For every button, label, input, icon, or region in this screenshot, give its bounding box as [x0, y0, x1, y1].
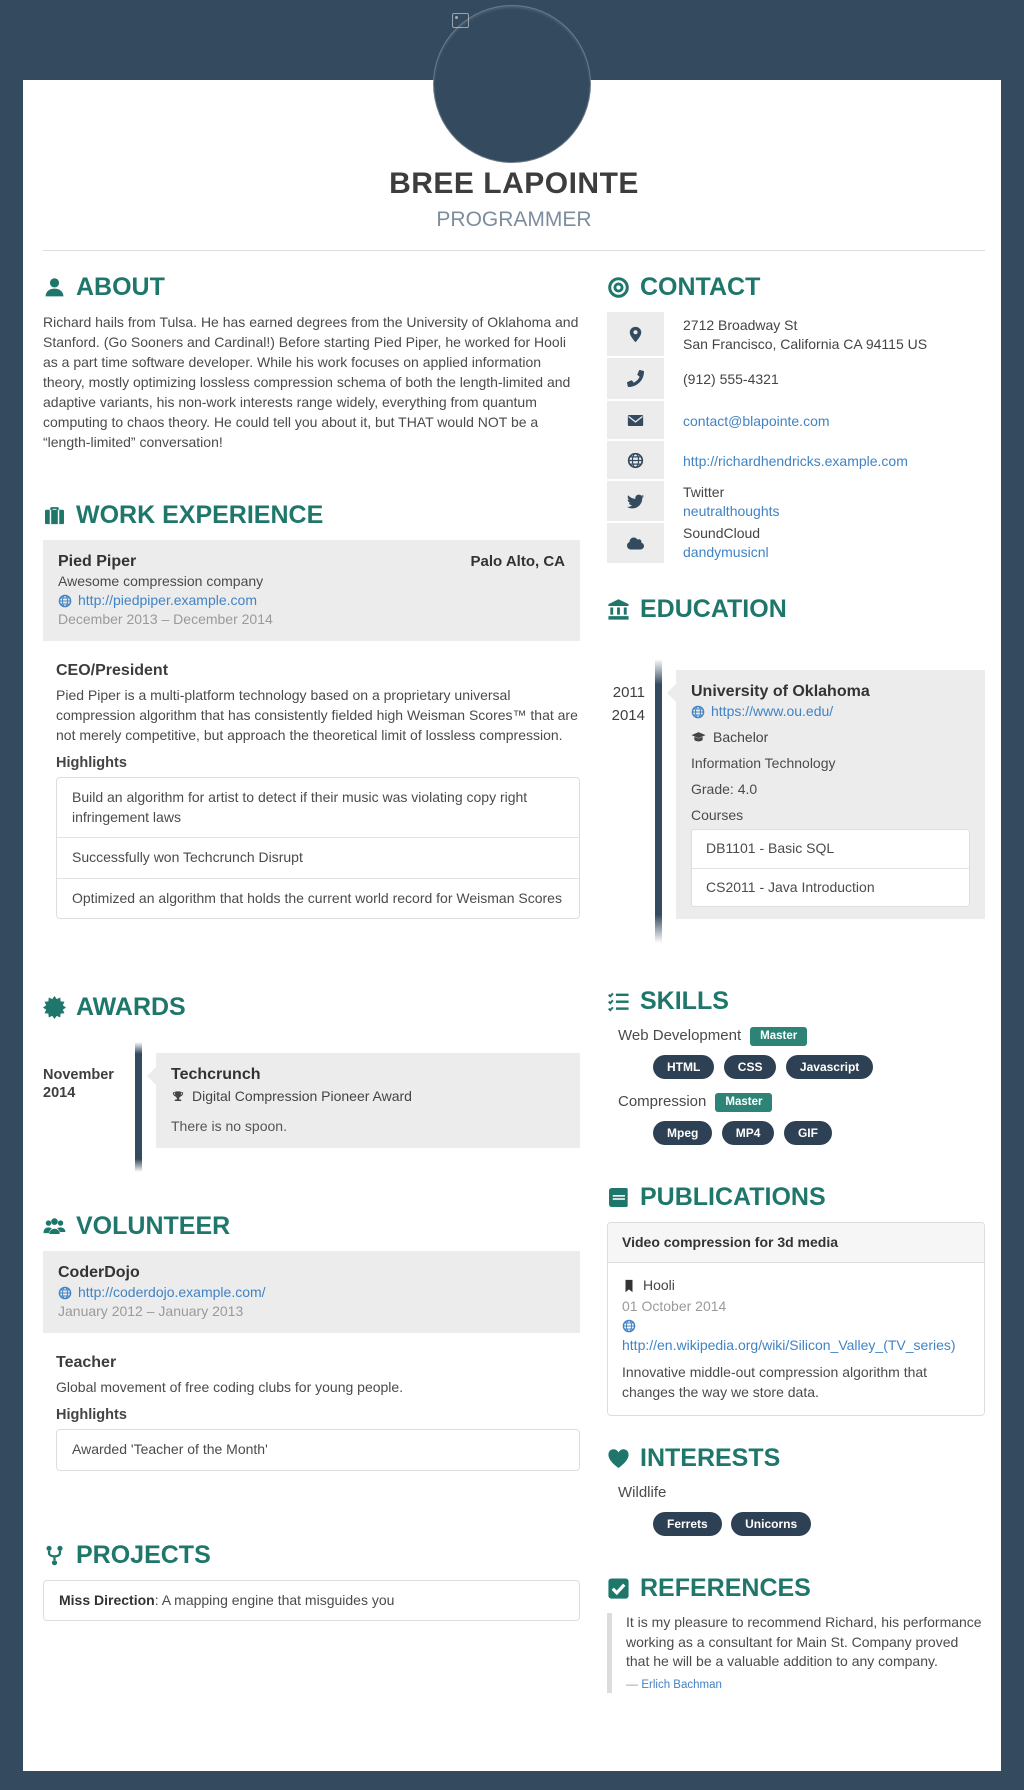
bookmark-icon [622, 1279, 636, 1293]
award-date [43, 1053, 135, 1148]
education-degree: Bachelor [713, 729, 769, 745]
award-name-line [171, 1087, 565, 1106]
education-grade: Grade: 4.0 [691, 781, 758, 797]
education-heading-label: EDUCATION [640, 595, 787, 623]
about-text: Richard hails from Tulsa. He has earned degrees from the University of Oklahoma and Stanford. (Go Sooners and Cardinal!) Before starting Pied Piper, he worked for Hooli as a part time software developer. While his work focuses on applied information theory, mostly optimizing lossless compression schema of both the length-limited and adaptive variants, his non-work interests range widely, everything from quantum computing to chaos theory. He could tell you about it, but THAT would NOT be a “length-limited” conversation! [43, 314, 579, 450]
interests-heading-label: INTERESTS [640, 1444, 781, 1472]
interests-heading [607, 1444, 985, 1473]
globe-icon [58, 594, 72, 608]
twitter-handle-link[interactable]: neutralthoughts [683, 503, 780, 519]
skills-heading-label: SKILLS [640, 987, 729, 1015]
trophy-icon [171, 1090, 185, 1104]
timeline-bar [655, 659, 662, 943]
list-item: Awarded 'Teacher of the Month' [72, 1441, 268, 1457]
skill-group [607, 1092, 985, 1145]
publication-title: Video compression for 3d media [608, 1223, 984, 1263]
list-item: DB1101 - Basic SQL [706, 840, 835, 856]
education-degree-line [691, 728, 970, 747]
contact-icon-cell [607, 401, 664, 441]
projects-heading [43, 1541, 580, 1570]
project-item [44, 1581, 579, 1621]
attribution-dash: — [626, 1676, 638, 1691]
interest-keyword-pill: Ferrets [653, 1512, 722, 1536]
left-column [43, 273, 580, 1693]
skill-name: Web Development [618, 1027, 742, 1044]
award-date-month: November [43, 1067, 114, 1083]
award-card [156, 1053, 580, 1148]
contact-row-website [607, 441, 985, 481]
contact-row-address [607, 312, 985, 358]
contact-row-phone [607, 358, 985, 401]
reference-attribution [626, 1677, 985, 1693]
phone-icon [627, 370, 644, 387]
skill-keyword-pill: CSS [724, 1055, 777, 1079]
work-highlights-list [56, 777, 580, 919]
contact-row-twitter [607, 481, 985, 523]
work-company-summary: Awesome compression company [58, 573, 264, 589]
work-website-link[interactable]: http://piedpiper.example.com [78, 592, 257, 608]
work-highlights-label: Highlights [56, 755, 127, 771]
work-description: Pied Piper is a multi-platform technology based on a proprietary universal compression algorithm that has consistently fielded high Weisman Scores™ that are not merely competitive, but approach the theoretical limit of lossless compression. [56, 687, 578, 743]
skill-level-badge: Master [750, 1027, 807, 1046]
award-title: Techcrunch [171, 1066, 261, 1083]
work-position-title: CEO/President [56, 662, 169, 679]
task-list-icon [607, 990, 630, 1013]
section-volunteer [43, 1212, 580, 1471]
education-field: Information Technology [691, 755, 836, 771]
contact-heading [607, 273, 985, 302]
broken-image-icon [452, 13, 469, 28]
projects-list [43, 1580, 580, 1622]
timeline-bar [135, 1042, 142, 1172]
work-location: Palo Alto, CA [470, 553, 565, 570]
interest-name-row [618, 1483, 985, 1503]
section-projects [43, 1541, 580, 1622]
publications-heading [607, 1183, 985, 1212]
about-heading [43, 273, 580, 302]
reference-text: It is my pleasure to recommend Richard, his performance working as a consultant for Main St. Company proved that he will be a valuable addition to any company. [626, 1614, 982, 1669]
volunteer-org-card [43, 1251, 580, 1333]
education-website-line [691, 702, 970, 721]
website-link[interactable]: http://richardhendricks.example.com [683, 452, 908, 469]
contact-icon-cell [607, 441, 664, 481]
skill-name: Compression [618, 1093, 707, 1110]
interest-keywords [653, 1512, 985, 1536]
skill-keyword-pill: Javascript [786, 1055, 873, 1079]
work-position-block [56, 661, 580, 919]
education-start-year: 2011 [612, 684, 645, 701]
header-divider [43, 250, 985, 251]
page-subtitle: PROGRAMMER [436, 208, 592, 231]
code-fork-icon [43, 1544, 66, 1567]
volunteer-dates: January 2012 – January 2013 [58, 1303, 244, 1319]
work-heading [43, 501, 580, 530]
skill-keyword-pill: GIF [784, 1121, 832, 1145]
publication-summary: Innovative middle-out compression algorithm that changes the way we store data. [622, 1364, 928, 1400]
volunteer-summary: Global movement of free coding clubs for young people. [56, 1379, 404, 1395]
skill-group [607, 1026, 985, 1079]
education-timeline [607, 670, 985, 919]
publication-link-line [622, 1317, 970, 1355]
section-references [607, 1574, 985, 1693]
publication-body [608, 1263, 984, 1415]
section-education [607, 595, 985, 919]
list-item: Successfully won Techcrunch Disrupt [57, 837, 579, 878]
avatar [433, 5, 591, 163]
skill-keyword-pill: HTML [653, 1055, 714, 1079]
reference-author-link[interactable]: Erlich Bachman [641, 1678, 722, 1691]
graduation-cap-icon [691, 730, 706, 745]
awards-heading [43, 993, 580, 1022]
work-heading-label: WORK EXPERIENCE [76, 501, 324, 529]
volunteer-highlights-list [56, 1429, 580, 1471]
section-awards [43, 993, 580, 1148]
interest-keyword-pill: Unicorns [731, 1512, 811, 1536]
section-skills [607, 987, 985, 1145]
contact-icon-cell [607, 481, 664, 523]
list-item: Optimized an algorithm that holds the current world record for Weisman Scores [57, 878, 579, 919]
work-employer-card [43, 540, 580, 641]
soundcloud-handle-link[interactable]: dandymusicnl [683, 544, 769, 560]
education-website-link[interactable]: https://www.ou.edu/ [711, 703, 834, 719]
publication-card [607, 1222, 985, 1416]
education-courses-label: Courses [691, 807, 744, 823]
project-name: Miss Direction [59, 1591, 155, 1608]
work-employer-row [58, 552, 565, 572]
globe-icon [58, 1286, 72, 1300]
interest-name: Wildlife [618, 1484, 667, 1501]
book-icon [607, 1186, 630, 1209]
address-line-1: 2712 Broadway St [683, 317, 798, 333]
publications-heading-label: PUBLICATIONS [640, 1183, 826, 1211]
user-icon [43, 276, 66, 299]
section-about [43, 273, 580, 452]
contact-row-soundcloud [607, 523, 985, 563]
briefcase-icon [43, 504, 66, 527]
address-line-2: San Francisco, California CA 94115 US [683, 336, 928, 352]
education-school: University of Oklahoma [691, 683, 870, 700]
work-dates: December 2013 – December 2014 [58, 611, 273, 627]
skill-keyword-pill: Mpeg [653, 1121, 712, 1145]
volunteer-position-block [56, 1353, 580, 1471]
publication-publisher-line [622, 1276, 970, 1295]
award-name: Digital Compression Pioneer Award [192, 1088, 412, 1104]
education-dates [607, 670, 655, 919]
skill-keywords [653, 1055, 985, 1079]
volunteer-highlights-label: Highlights [56, 1407, 127, 1423]
volunteer-website-link[interactable]: http://coderdojo.example.com/ [78, 1284, 266, 1300]
right-column [607, 273, 985, 1693]
twitter-label: Twitter [683, 484, 725, 500]
education-card [676, 670, 985, 919]
education-courses-list [691, 829, 970, 907]
about-heading-label: ABOUT [76, 273, 165, 301]
check-square-icon [607, 1577, 630, 1600]
skill-name-row [618, 1026, 985, 1046]
globe-icon [622, 1319, 636, 1333]
contact-icon-cell [607, 523, 664, 563]
reference-quote [607, 1613, 985, 1693]
broken-image-dot [455, 16, 458, 19]
references-heading-label: REFERENCES [640, 1574, 811, 1602]
page-title: BREE LAPOINTE [389, 167, 639, 200]
skill-name-row [618, 1092, 985, 1112]
education-heading [607, 595, 985, 624]
contact-address [664, 312, 985, 358]
twitter-bird-icon [627, 493, 644, 510]
publication-publisher: Hooli [643, 1277, 675, 1293]
skill-level-badge: Master [715, 1093, 772, 1112]
section-publications [607, 1183, 985, 1416]
volunteer-organization: CoderDojo [58, 1264, 140, 1281]
list-item: CS2011 - Java Introduction [692, 868, 969, 907]
contact-list [607, 312, 985, 563]
contact-heading-label: CONTACT [640, 273, 761, 301]
awards-heading-label: AWARDS [76, 993, 186, 1021]
globe-icon [691, 705, 705, 719]
publication-date: 01 October 2014 [622, 1298, 727, 1314]
education-end-year: 2014 [611, 707, 645, 724]
map-marker-icon [627, 326, 644, 343]
contact-icon-cell [607, 312, 664, 358]
rosette-icon [43, 996, 66, 1019]
volunteer-website-line [58, 1283, 565, 1302]
references-heading [607, 1574, 985, 1603]
bullseye-icon [607, 276, 630, 299]
section-contact [607, 273, 985, 563]
volunteer-heading-label: VOLUNTEER [76, 1212, 231, 1240]
heart-icon [607, 1447, 630, 1470]
award-summary: There is no spoon. [171, 1118, 287, 1134]
skills-heading [607, 987, 985, 1016]
project-description: : A mapping engine that misguides you [154, 1591, 395, 1608]
phone-number: (912) 555-4321 [683, 371, 779, 387]
cloud-icon [627, 535, 644, 552]
awards-timeline [43, 1053, 580, 1148]
award-date-year: 2014 [43, 1085, 76, 1101]
volunteer-position-title: Teacher [56, 1354, 117, 1371]
list-item: Build an algorithm for artist to detect if their music was violating copy right infringement laws [72, 789, 528, 825]
section-interests [607, 1444, 985, 1536]
section-work-experience [43, 501, 580, 919]
email-link[interactable]: contact@blapointe.com [683, 412, 830, 429]
work-website-line [58, 591, 565, 610]
skill-keywords [653, 1121, 985, 1145]
publication-url-link[interactable]: http://en.wikipedia.org/wiki/Silicon_Valley_(TV_series) [622, 1337, 956, 1353]
contact-row-email [607, 401, 985, 441]
skill-keyword-pill: MP4 [722, 1121, 775, 1145]
work-company: Pied Piper [58, 553, 137, 570]
volunteer-heading [43, 1212, 580, 1241]
contact-icon-cell [607, 358, 664, 401]
projects-heading-label: PROJECTS [76, 1540, 211, 1569]
soundcloud-label: SoundCloud [683, 525, 761, 541]
university-icon [607, 598, 630, 621]
envelope-icon [627, 412, 644, 429]
users-icon [43, 1215, 66, 1238]
globe-icon [627, 452, 644, 469]
columns [43, 273, 985, 1693]
resume-page [23, 80, 1001, 1771]
